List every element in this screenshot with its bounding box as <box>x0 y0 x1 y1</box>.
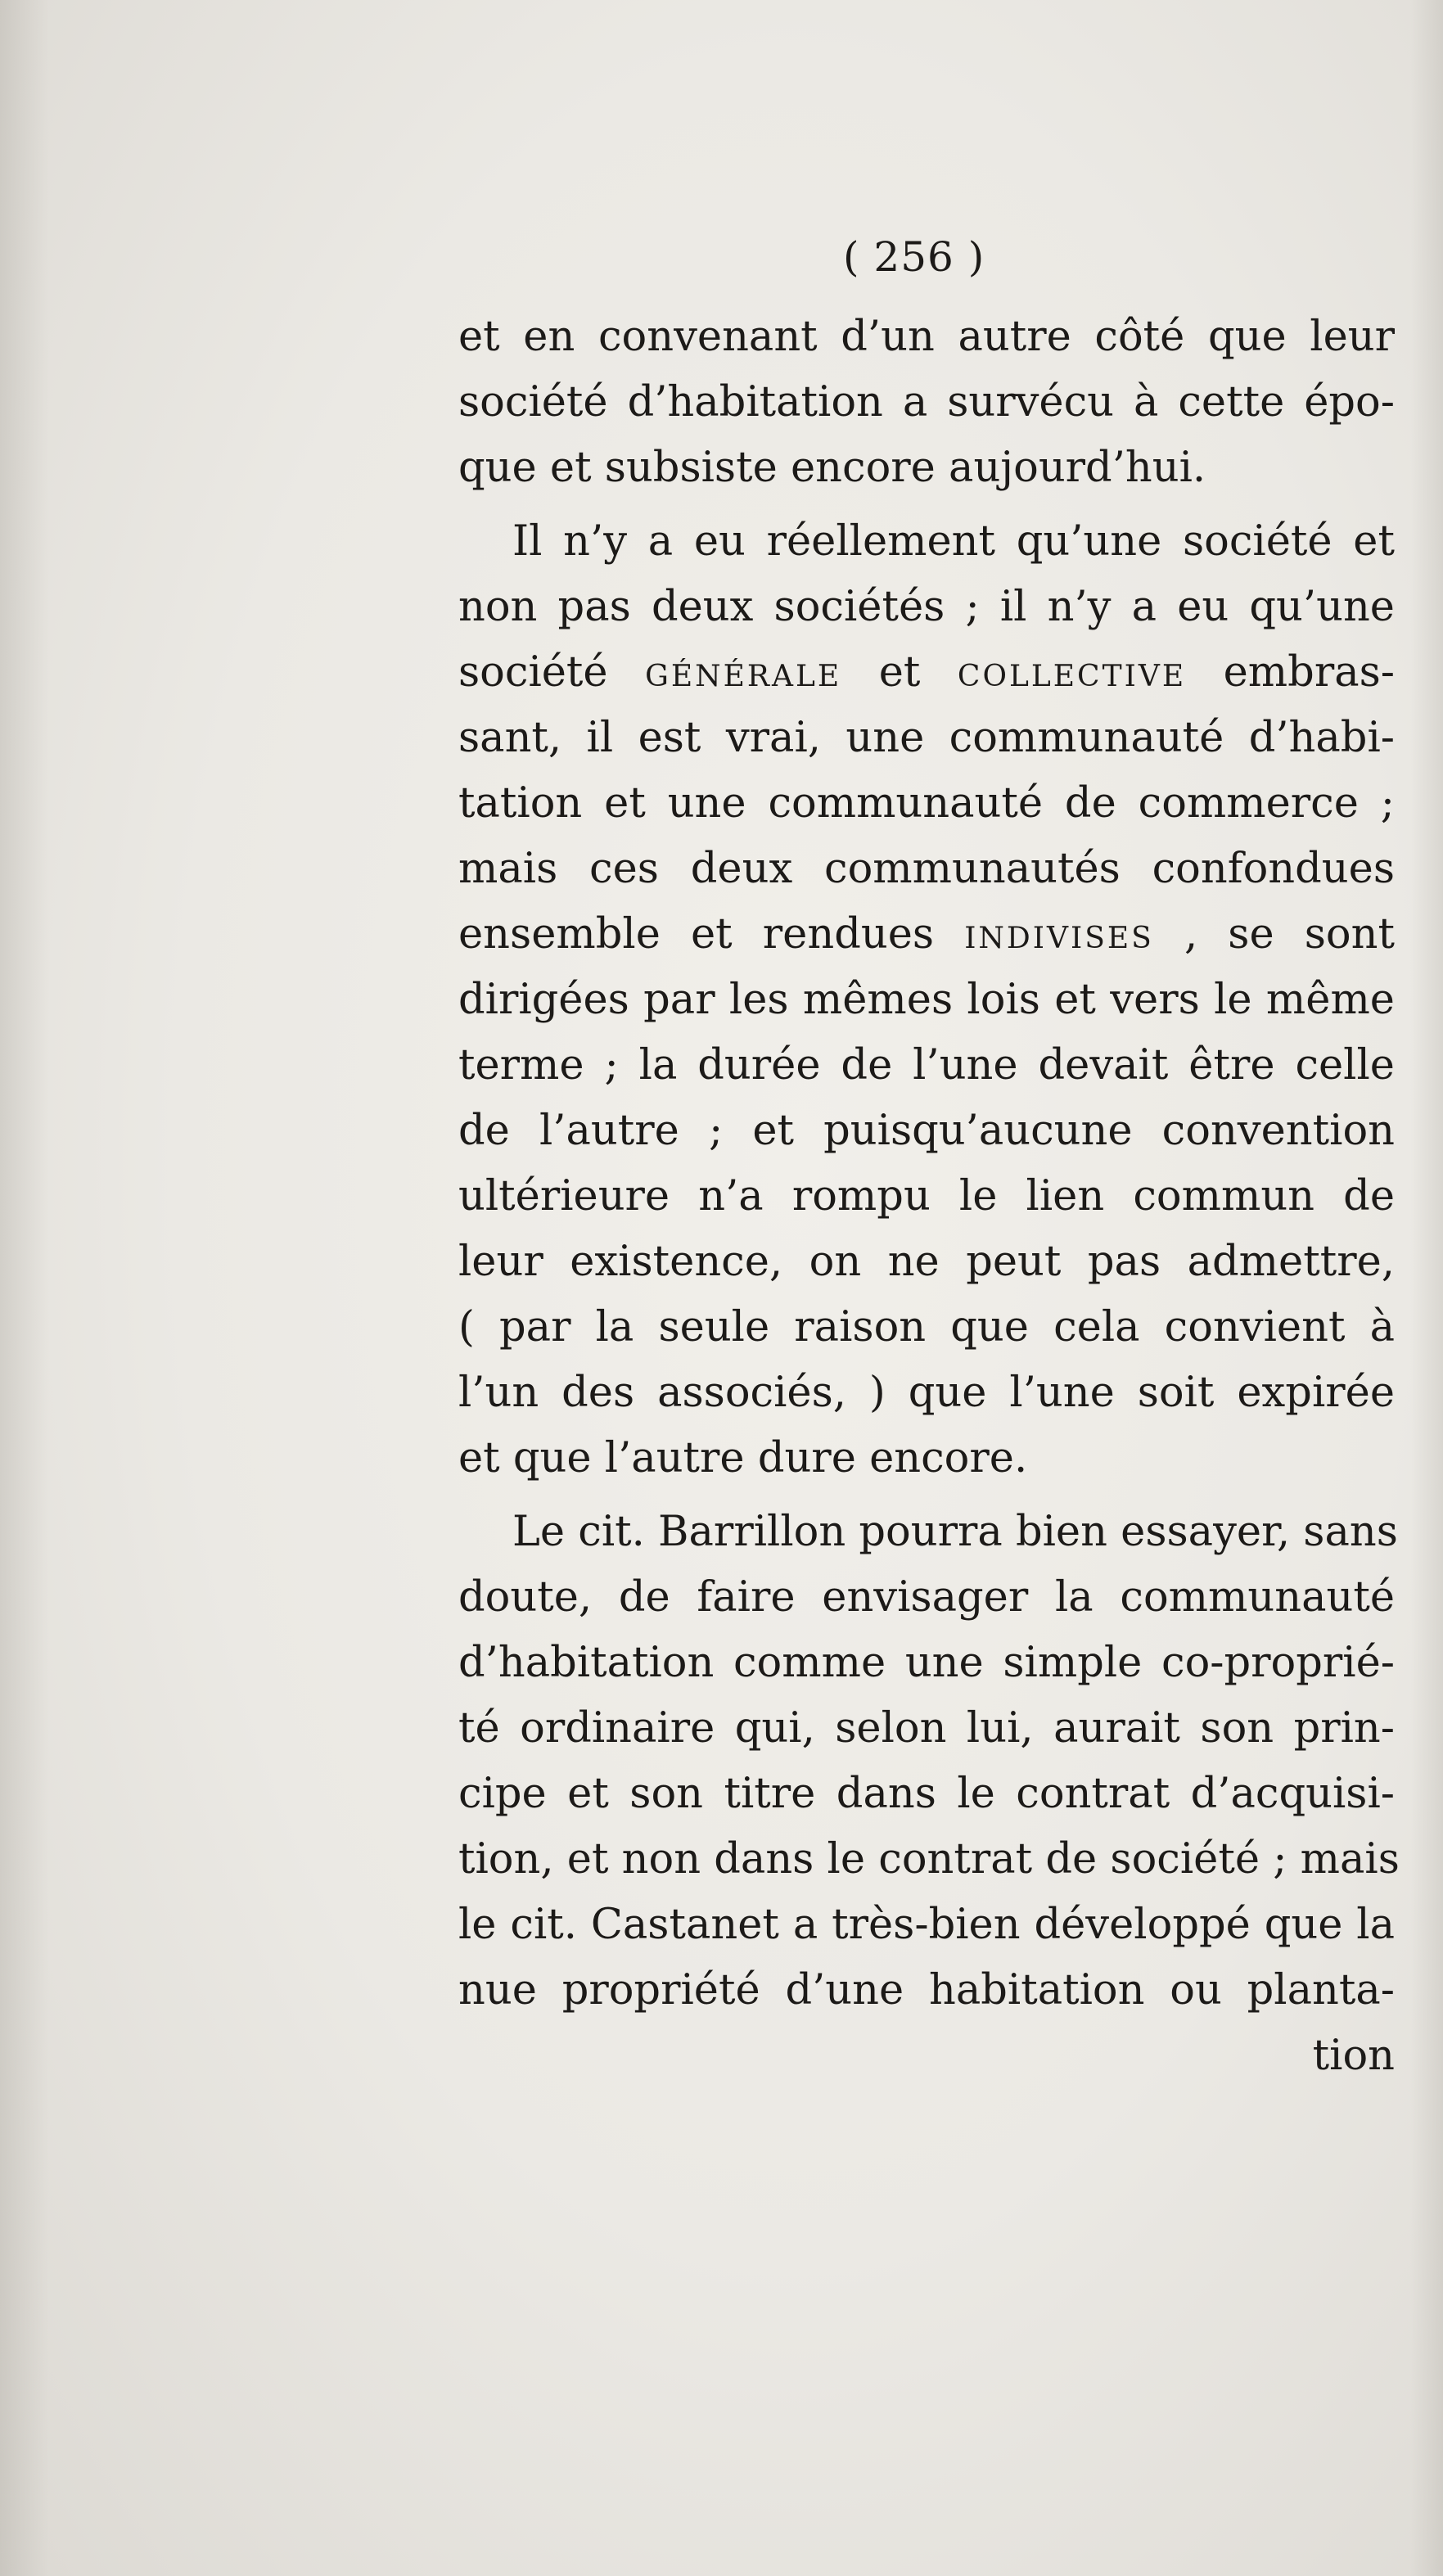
text-line-small-caps <box>458 902 1395 968</box>
page-edge-shadow-left <box>0 0 49 2576</box>
text-line: société d’habitation a survécu à cette épo- <box>458 378 1395 426</box>
text-line: que et subsiste encore aujourd’hui. <box>458 444 1206 492</box>
text-line-small-caps <box>458 640 1395 706</box>
text-segment: , se sont <box>1184 910 1395 959</box>
text-line: d’habitation comme une simple co-proprié- <box>458 1639 1395 1687</box>
paragraph-3 <box>458 1500 1400 2023</box>
text-line: et que l’autre dure encore. <box>458 1434 1028 1482</box>
text-line: et en convenant d’un autre côté que leur <box>458 313 1395 361</box>
text-segment: société <box>458 648 608 697</box>
text-line: de l’autre ; et puisqu’aucune convention <box>458 1107 1395 1155</box>
text-line: cipe et son titre dans le contrat d’acquisi- <box>458 1770 1395 1818</box>
text-line: terme ; la durée de l’une devait être celle <box>458 1041 1395 1089</box>
body-text <box>458 305 1400 2089</box>
page-number: ( 256 ) <box>843 233 985 281</box>
text-line: Il n’y a eu réellement qu’une société et <box>512 517 1395 566</box>
small-caps-term: générale <box>645 648 842 697</box>
small-caps-term: collective <box>957 648 1187 697</box>
text-segment: ensemble et rendues <box>458 910 935 959</box>
small-caps-term: indivises <box>964 910 1154 959</box>
text-line: ultérieure n’a rompu le lien commun de <box>458 1172 1395 1220</box>
text-line: leur existence, on ne peut pas admettre, <box>458 1238 1395 1286</box>
paragraph-2 <box>458 509 1395 1491</box>
text-line: mais ces deux communautés confondues <box>458 845 1395 893</box>
text-line: sant, il est vrai, une communauté d’habi- <box>458 714 1395 762</box>
text-segment: embras- <box>1223 648 1396 697</box>
text-line: tation et une communauté de commerce ; <box>458 779 1395 828</box>
text-line: Le cit. Barrillon pourra bien essayer, sans <box>512 1508 1398 1556</box>
paragraph-1 <box>458 305 1395 501</box>
text-line: ( par la seule raison que cela convient à <box>458 1303 1395 1351</box>
text-line: le cit. Castanet a très-bien développé que la <box>458 1901 1395 1949</box>
text-line: nue propriété d’une habitation ou planta- <box>458 1966 1395 2014</box>
text-line: té ordinaire qui, selon lui, aurait son prin- <box>458 1704 1395 1753</box>
text-line: l’un des associés, ) que l’une soit expirée <box>458 1369 1395 1417</box>
page-edge-shadow-right <box>1410 0 1443 2576</box>
text-line: dirigées par les mêmes lois et vers le même <box>458 976 1395 1024</box>
catchword: tion <box>1312 2032 1395 2080</box>
text-line: tion, et non dans le contrat de société ; mais <box>458 1835 1400 1884</box>
text-segment: et <box>878 648 921 697</box>
text-line: doute, de faire envisager la communauté <box>458 1573 1395 1622</box>
text-line: non pas deux sociétés ; il n’y a eu qu’une <box>458 583 1395 631</box>
